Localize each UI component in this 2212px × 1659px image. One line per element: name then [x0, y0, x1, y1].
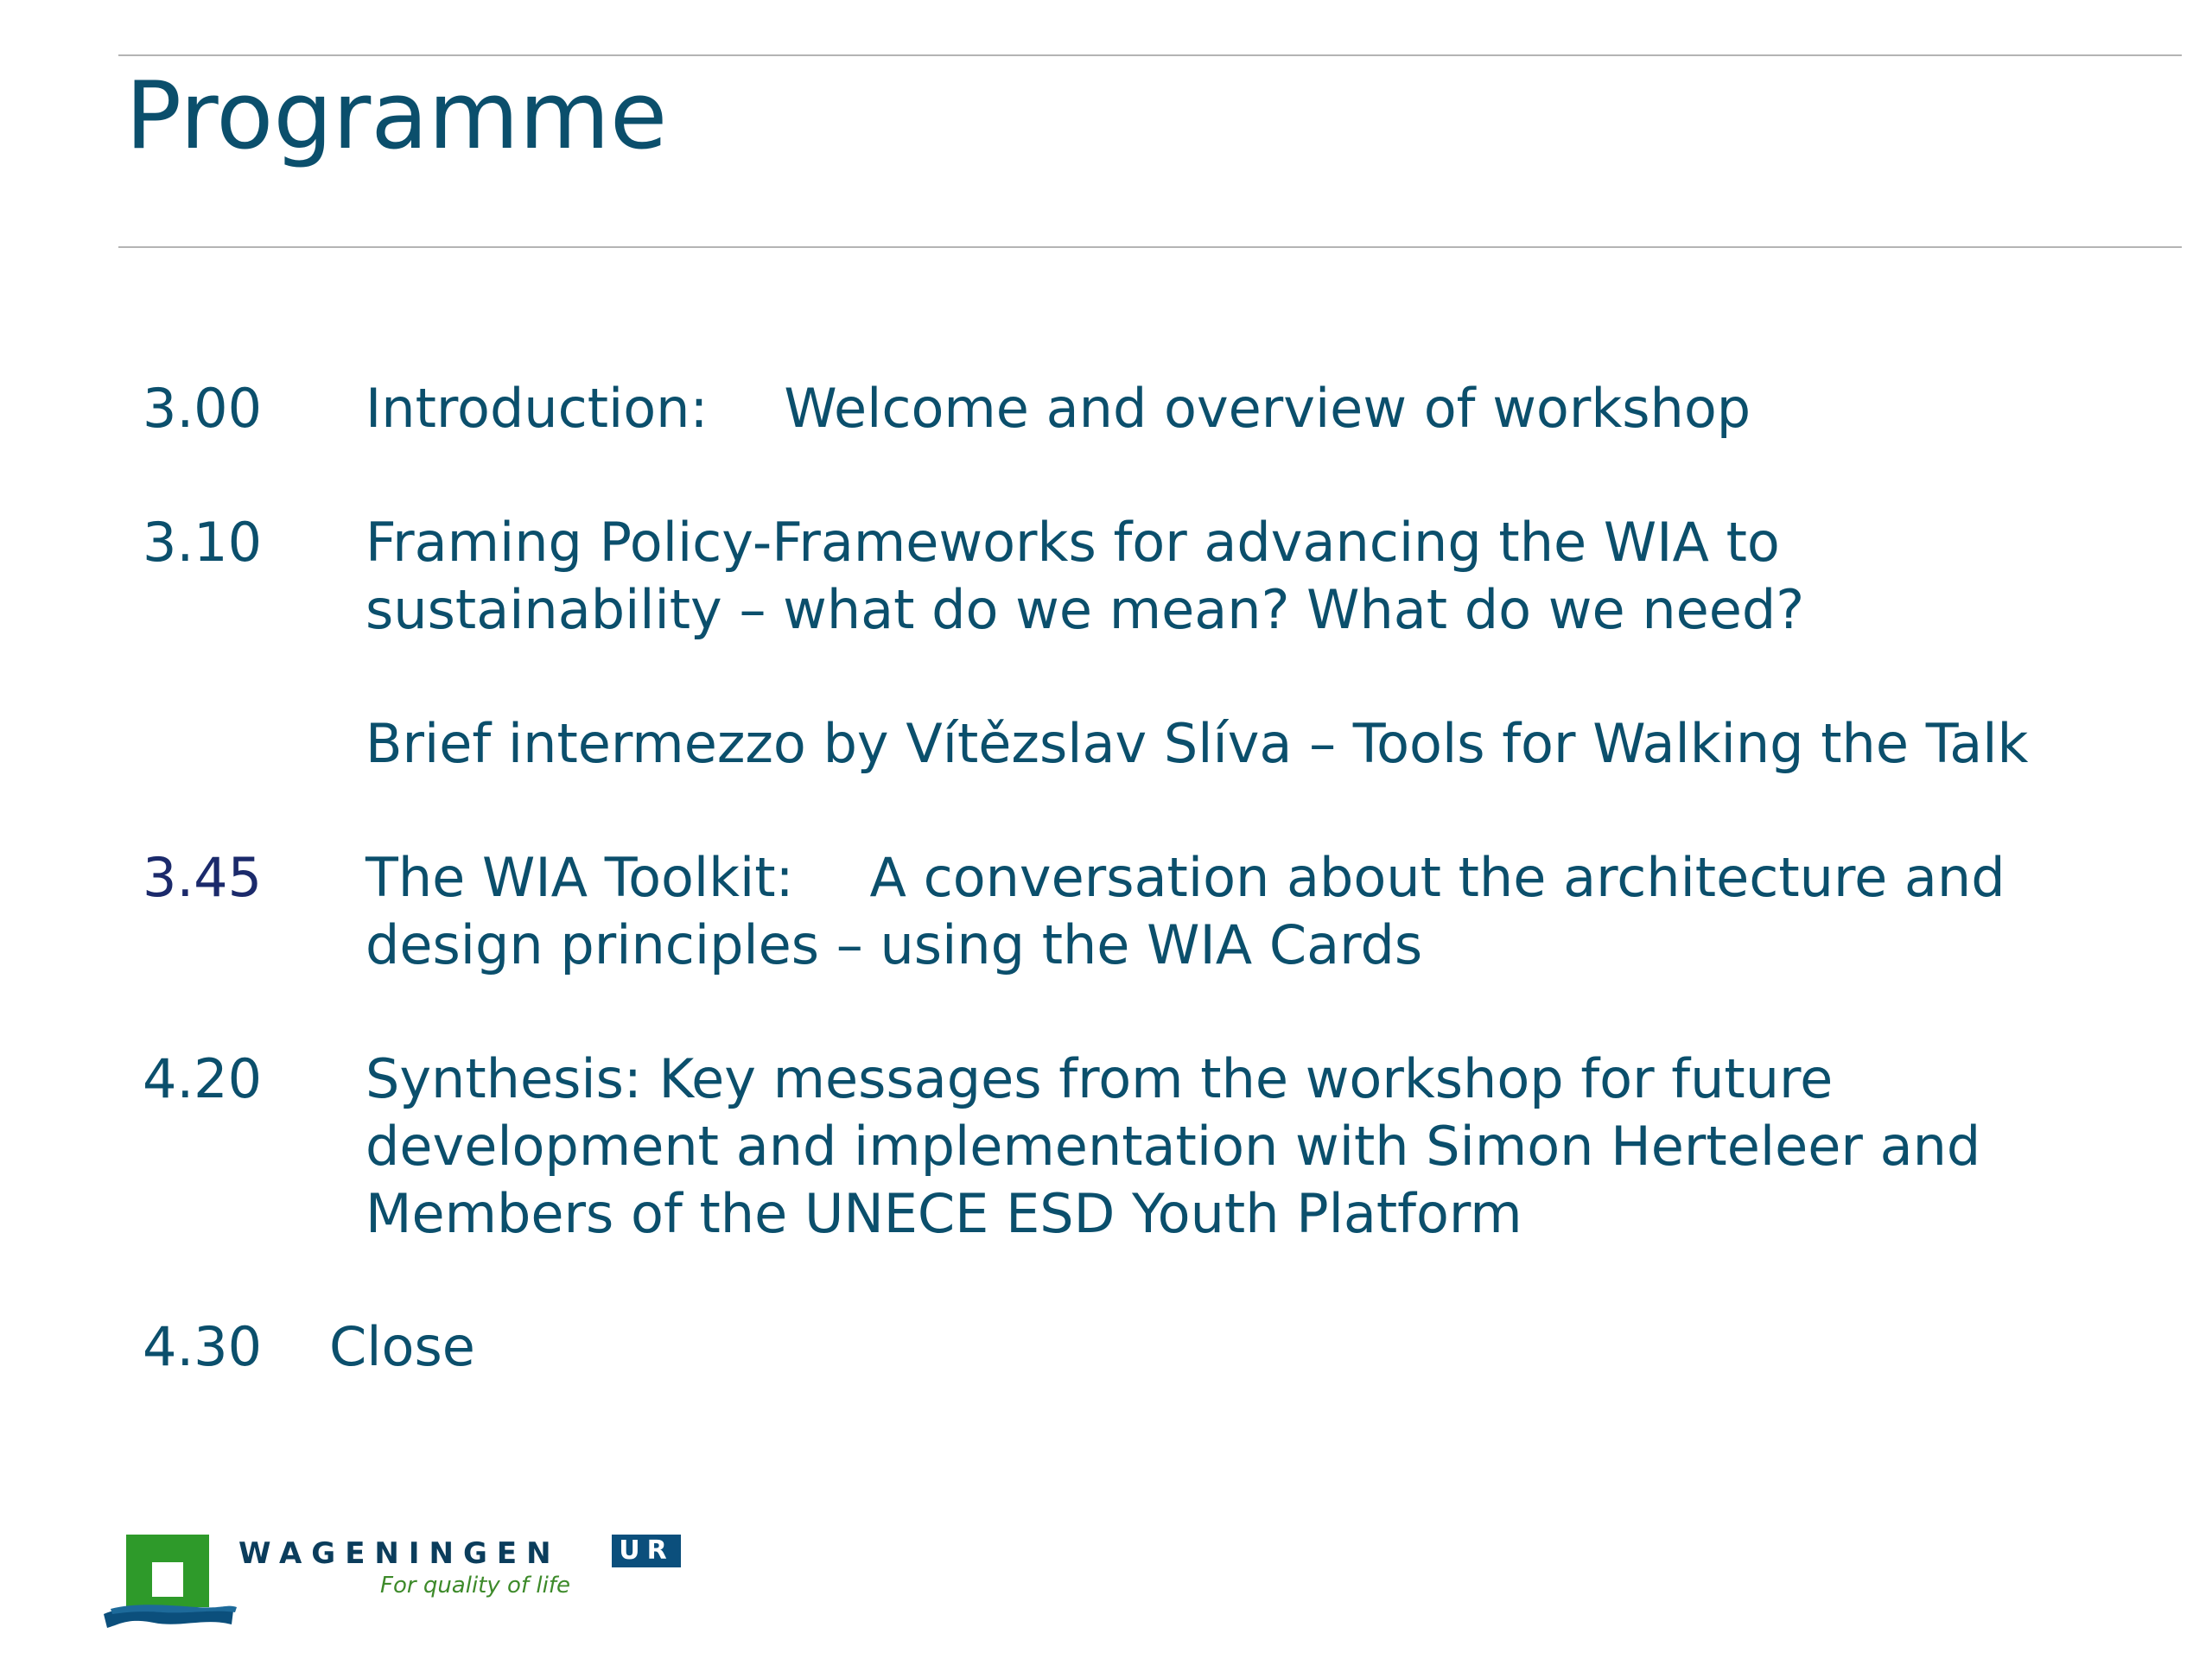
agenda-line: Introduction: [365, 377, 709, 440]
agenda-description [365, 375, 1751, 442]
logo-tagline: For quality of life [380, 1573, 570, 1599]
agenda-description [365, 1046, 1980, 1248]
slide-title: Programme [125, 62, 668, 170]
agenda-description [365, 710, 2028, 778]
agenda-description [365, 844, 2005, 979]
agenda-line: design principles – using the WIA Cards [365, 913, 1423, 976]
wageningen-ur-logo [102, 1528, 690, 1631]
agenda-time: 4.20 [143, 1047, 263, 1110]
agenda-description [329, 1313, 475, 1381]
agenda-line: Synthesis: Key messages from the workshop for future [365, 1047, 1834, 1110]
header-bottom-rule [118, 246, 2182, 248]
logo-ur-badge: UR [612, 1535, 681, 1567]
agenda-line: sustainability – what do we mean? What do we need? [365, 578, 1805, 641]
agenda-time: 3.10 [143, 511, 263, 574]
agenda-line: Members of the UNECE ESD Youth Platform [365, 1182, 1522, 1245]
header-top-rule [118, 54, 2182, 56]
agenda-line: development and implementation with Simon Herteleer and [365, 1115, 1981, 1178]
agenda-time: 4.30 [143, 1315, 263, 1378]
agenda-description [365, 509, 1804, 644]
agenda-line: The WIA Toolkit: [365, 846, 794, 909]
wageningen-emblem-icon [102, 1528, 240, 1631]
agenda-time: 3.00 [143, 377, 263, 440]
agenda-line: A conversation about the architecture and [869, 846, 2005, 909]
logo-wordmark: WAGENINGEN [238, 1536, 561, 1571]
agenda-line: Welcome and overview of workshop [784, 377, 1751, 440]
agenda-time: 3.45 [143, 846, 263, 909]
agenda-line: Framing Policy-Frameworks for advancing the WIA to [365, 511, 1780, 574]
agenda-line: Close [329, 1315, 475, 1378]
agenda-line: Brief intermezzo by Vítězslav Slíva – Tools for Walking the Talk [365, 712, 2029, 775]
